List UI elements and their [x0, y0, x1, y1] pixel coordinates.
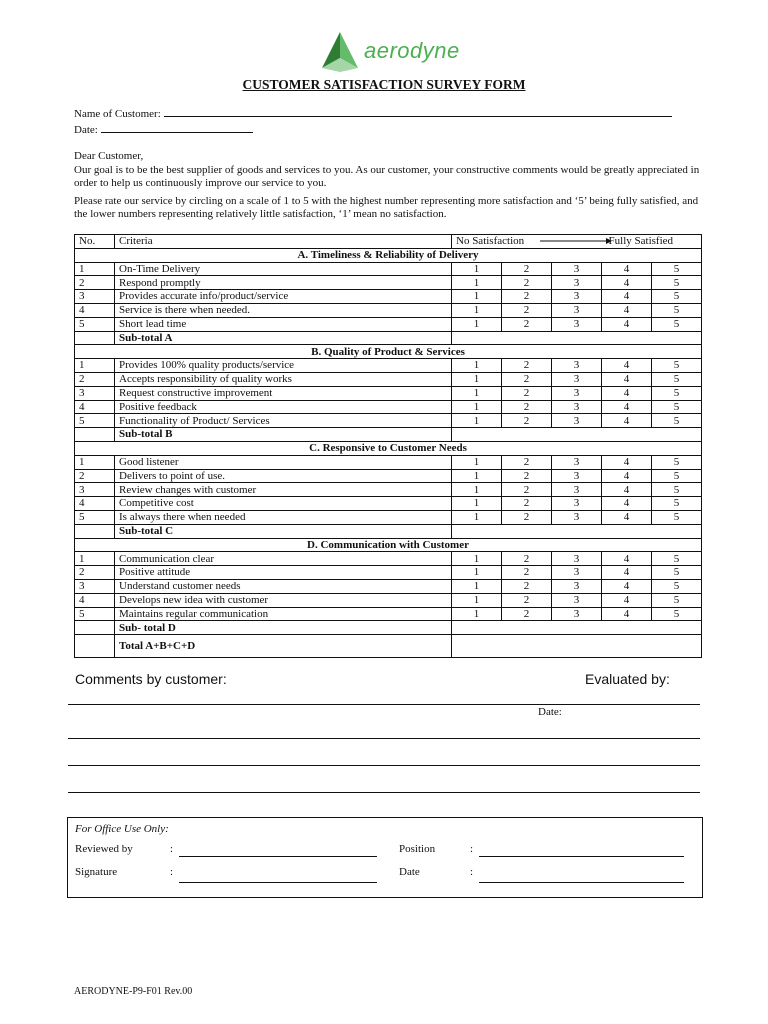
section-title: A. Timeliness & Reliability of Delivery: [75, 248, 702, 262]
criteria-label: Functionality of Product/ Services: [115, 414, 452, 428]
criteria-row: [75, 303, 702, 317]
position-label: Position: [399, 843, 436, 855]
rating-option-4[interactable]: 4: [602, 593, 652, 607]
criteria-row: [75, 359, 702, 373]
rating-option-2[interactable]: 2: [502, 303, 552, 317]
signature-label: Signature: [75, 866, 118, 878]
logo-text: aerodyne: [364, 38, 460, 63]
criteria-row: [75, 497, 702, 511]
criteria-number: 5: [75, 607, 115, 621]
criteria-number: 4: [75, 593, 115, 607]
criteria-label: Request constructive improvement: [115, 386, 452, 400]
criteria-row: [75, 579, 702, 593]
criteria-label: Positive attitude: [115, 566, 452, 580]
criteria-row: [75, 372, 702, 386]
rating-option-2[interactable]: 2: [502, 372, 552, 386]
criteria-number: 4: [75, 400, 115, 414]
rating-option-2[interactable]: 2: [502, 593, 552, 607]
rating-option-3[interactable]: 3: [552, 317, 602, 331]
rating-option-1[interactable]: 1: [452, 593, 502, 607]
comment-line-3[interactable]: [68, 765, 700, 766]
rating-option-2[interactable]: 2: [502, 414, 552, 428]
criteria-label: Is always there when needed: [115, 510, 452, 524]
rating-option-4[interactable]: 4: [602, 276, 652, 290]
criteria-label: Accepts responsibility of quality works: [115, 372, 452, 386]
criteria-number: 5: [75, 317, 115, 331]
signature-colon: :: [170, 866, 174, 878]
subtotal-spacer: [75, 331, 115, 345]
criteria-row: [75, 290, 702, 304]
rating-option-4[interactable]: 4: [602, 359, 652, 373]
rating-option-4[interactable]: 4: [602, 566, 652, 580]
instructions-paragraph: Please rate our service by circling on a scale of 1 to 5 with the highest number representing more satisfaction and ‘5’ being fully satisfied, and the lower numbers representing relatively little satisfaction, ‘1’ mean no satisfaction.: [74, 194, 699, 220]
section-title: D. Communication with Customer: [75, 538, 702, 552]
rating-option-5[interactable]: 5: [652, 552, 702, 566]
rating-option-5[interactable]: 5: [652, 607, 702, 621]
header-no-satisfaction: No Satisfaction: [456, 235, 525, 248]
rating-option-5[interactable]: 5: [652, 290, 702, 304]
salutation: Dear Customer,: [74, 150, 144, 162]
rating-option-5[interactable]: 5: [652, 386, 702, 400]
rating-option-4[interactable]: 4: [602, 469, 652, 483]
rating-option-2[interactable]: 2: [502, 317, 552, 331]
rating-option-3[interactable]: 3: [552, 400, 602, 414]
rating-option-3[interactable]: 3: [552, 455, 602, 469]
customer-name-line[interactable]: [164, 105, 672, 117]
rating-option-4[interactable]: 4: [602, 579, 652, 593]
total-row: [75, 635, 702, 658]
rating-option-4[interactable]: 4: [602, 607, 652, 621]
rating-option-4[interactable]: 4: [602, 290, 652, 304]
date-label: Date:: [74, 124, 98, 136]
criteria-label: Communication clear: [115, 552, 452, 566]
criteria-number: 2: [75, 276, 115, 290]
rating-option-3[interactable]: 3: [552, 386, 602, 400]
rating-option-5[interactable]: 5: [652, 510, 702, 524]
criteria-row: [75, 607, 702, 621]
subtotal-label: Sub-total A: [115, 331, 452, 345]
section-header-row: [75, 345, 702, 359]
criteria-label: Provides 100% quality products/service: [115, 359, 452, 373]
rating-option-2[interactable]: 2: [502, 552, 552, 566]
rating-option-2[interactable]: 2: [502, 510, 552, 524]
rating-option-2[interactable]: 2: [502, 400, 552, 414]
rating-option-4[interactable]: 4: [602, 303, 652, 317]
comment-line-2[interactable]: [68, 738, 700, 739]
comments-row: [75, 671, 675, 687]
criteria-number: 3: [75, 290, 115, 304]
rating-option-1[interactable]: 1: [452, 400, 502, 414]
criteria-row: [75, 593, 702, 607]
rating-option-3[interactable]: 3: [552, 552, 602, 566]
criteria-label: Respond promptly: [115, 276, 452, 290]
rating-option-2[interactable]: 2: [502, 483, 552, 497]
rating-option-1[interactable]: 1: [452, 276, 502, 290]
reviewed-by-label: Reviewed by: [75, 843, 133, 855]
rating-option-5[interactable]: 5: [652, 359, 702, 373]
criteria-number: 2: [75, 372, 115, 386]
rating-option-2[interactable]: 2: [502, 455, 552, 469]
rating-option-3[interactable]: 3: [552, 483, 602, 497]
rating-option-4[interactable]: 4: [602, 400, 652, 414]
subtotal-spacer: [75, 621, 115, 635]
rating-option-5[interactable]: 5: [652, 483, 702, 497]
criteria-label: Positive feedback: [115, 400, 452, 414]
rating-option-3[interactable]: 3: [552, 359, 602, 373]
subtotal-label: Sub-total B: [115, 428, 452, 442]
rating-option-1[interactable]: 1: [452, 262, 502, 276]
criteria-row: [75, 276, 702, 290]
header-criteria: Criteria: [115, 235, 452, 249]
criteria-number: 1: [75, 455, 115, 469]
rating-option-1[interactable]: 1: [452, 579, 502, 593]
criteria-row: [75, 483, 702, 497]
section-header-row: [75, 441, 702, 455]
rating-option-4[interactable]: 4: [602, 372, 652, 386]
customer-name-field[interactable]: [74, 105, 672, 120]
rating-option-4[interactable]: 4: [602, 497, 652, 511]
rating-option-4[interactable]: 4: [602, 317, 652, 331]
criteria-label: Delivers to point of use.: [115, 469, 452, 483]
office-date-colon: :: [470, 866, 474, 878]
rating-option-3[interactable]: 3: [552, 372, 602, 386]
rating-option-5[interactable]: 5: [652, 303, 702, 317]
office-date-label: Date: [399, 866, 420, 878]
rating-option-5[interactable]: 5: [652, 593, 702, 607]
reviewed-by-colon: :: [170, 843, 174, 855]
section-header-row: [75, 248, 702, 262]
rating-option-4[interactable]: 4: [602, 414, 652, 428]
criteria-number: 3: [75, 483, 115, 497]
criteria-number: 1: [75, 552, 115, 566]
office-use-heading: For Office Use Only:: [75, 823, 169, 835]
criteria-number: 5: [75, 510, 115, 524]
rating-option-3[interactable]: 3: [552, 290, 602, 304]
subtotal-label: Sub-total C: [115, 524, 452, 538]
rating-option-4[interactable]: 4: [602, 455, 652, 469]
criteria-label: Short lead time: [115, 317, 452, 331]
rating-option-1[interactable]: 1: [452, 510, 502, 524]
form-title: CUSTOMER SATISFACTION SURVEY FORM: [242, 77, 526, 92]
subtotal-value-cell[interactable]: [452, 428, 702, 442]
rating-option-3[interactable]: 3: [552, 303, 602, 317]
criteria-number: 1: [75, 359, 115, 373]
arrow-right-icon: [540, 237, 612, 245]
criteria-row: [75, 262, 702, 276]
criteria-number: 1: [75, 262, 115, 276]
customer-name-label: Name of Customer:: [74, 108, 161, 120]
criteria-label: Understand customer needs: [115, 579, 452, 593]
rating-option-3[interactable]: 3: [552, 262, 602, 276]
evaluated-by-label: Evaluated by:: [585, 671, 670, 687]
criteria-row: [75, 469, 702, 483]
logo-mark-icon: [318, 30, 362, 74]
comment-line-1[interactable]: [68, 704, 700, 705]
rating-option-2[interactable]: 2: [502, 386, 552, 400]
rating-option-1[interactable]: 1: [452, 497, 502, 511]
rating-option-5[interactable]: 5: [652, 455, 702, 469]
total-spacer: [75, 635, 115, 658]
criteria-number: 3: [75, 579, 115, 593]
rating-option-1[interactable]: 1: [452, 372, 502, 386]
comments-label: Comments by customer:: [75, 671, 227, 687]
criteria-number: 4: [75, 303, 115, 317]
rating-option-5[interactable]: 5: [652, 400, 702, 414]
rating-option-2[interactable]: 2: [502, 359, 552, 373]
criteria-row: [75, 455, 702, 469]
rating-option-2[interactable]: 2: [502, 566, 552, 580]
criteria-label: Maintains regular communication: [115, 607, 452, 621]
criteria-row: [75, 386, 702, 400]
rating-option-2[interactable]: 2: [502, 262, 552, 276]
criteria-row: [75, 400, 702, 414]
header-no: No.: [75, 235, 115, 249]
rating-option-1[interactable]: 1: [452, 414, 502, 428]
section-title: B. Quality of Product & Services: [75, 345, 702, 359]
form-code: AERODYNE-P9-F01 Rev.00: [74, 986, 193, 997]
criteria-number: 4: [75, 497, 115, 511]
rating-option-1[interactable]: 1: [452, 483, 502, 497]
section-title: C. Responsive to Customer Needs: [75, 441, 702, 455]
subtotal-row: [75, 621, 702, 635]
rating-option-3[interactable]: 3: [552, 469, 602, 483]
criteria-number: 2: [75, 469, 115, 483]
date-field[interactable]: [74, 121, 253, 136]
subtotal-value-cell[interactable]: [452, 621, 702, 635]
rating-option-4[interactable]: 4: [602, 510, 652, 524]
rating-option-3[interactable]: 3: [552, 579, 602, 593]
subtotal-spacer: [75, 428, 115, 442]
rating-option-5[interactable]: 5: [652, 497, 702, 511]
table-header-row: [75, 235, 702, 249]
rating-option-5[interactable]: 5: [652, 372, 702, 386]
rating-option-1[interactable]: 1: [452, 359, 502, 373]
rating-option-2[interactable]: 2: [502, 497, 552, 511]
position-line[interactable]: [479, 856, 684, 857]
criteria-number: 3: [75, 386, 115, 400]
evaluation-date-label: Date:: [538, 706, 562, 718]
total-label: Total A+B+C+D: [115, 635, 452, 658]
header-fully-satisfied: Fully Satisfied: [608, 235, 674, 248]
comment-line-4[interactable]: [68, 792, 700, 793]
criteria-label: Develops new idea with customer: [115, 593, 452, 607]
subtotal-value-cell[interactable]: [452, 524, 702, 538]
header-scale: [452, 235, 702, 249]
rating-option-1[interactable]: 1: [452, 552, 502, 566]
rating-option-2[interactable]: 2: [502, 290, 552, 304]
rating-option-1[interactable]: 1: [452, 469, 502, 483]
intro-letter: [74, 150, 702, 222]
signature-line[interactable]: [179, 882, 377, 883]
rating-option-4[interactable]: 4: [602, 386, 652, 400]
survey-table: [74, 234, 702, 658]
criteria-label: Service is there when needed.: [115, 303, 452, 317]
subtotal-row: [75, 331, 702, 345]
rating-option-5[interactable]: 5: [652, 469, 702, 483]
rating-option-1[interactable]: 1: [452, 566, 502, 580]
criteria-row: [75, 510, 702, 524]
rating-option-5[interactable]: 5: [652, 579, 702, 593]
criteria-row: [75, 317, 702, 331]
criteria-label: Good listener: [115, 455, 452, 469]
office-date-line[interactable]: [479, 882, 684, 883]
reviewed-by-line[interactable]: [179, 856, 377, 857]
criteria-label: Provides accurate info/product/service: [115, 290, 452, 304]
rating-option-5[interactable]: 5: [652, 566, 702, 580]
intro-paragraph: Our goal is to be the best supplier of goods and services to you. As our customer, your constructive comments would be greatly appreciated in order to help us continuously improve our service to you.: [74, 163, 700, 189]
criteria-label: On-Time Delivery: [115, 262, 452, 276]
rating-option-3[interactable]: 3: [552, 276, 602, 290]
rating-option-3[interactable]: 3: [552, 566, 602, 580]
subtotal-row: [75, 524, 702, 538]
subtotal-row: [75, 428, 702, 442]
rating-option-2[interactable]: 2: [502, 607, 552, 621]
criteria-label: Competitive cost: [115, 497, 452, 511]
rating-option-1[interactable]: 1: [452, 317, 502, 331]
criteria-number: 2: [75, 566, 115, 580]
subtotal-spacer: [75, 524, 115, 538]
total-value-cell[interactable]: [452, 635, 702, 658]
office-use-box: [67, 817, 703, 898]
rating-option-1[interactable]: 1: [452, 607, 502, 621]
criteria-number: 5: [75, 414, 115, 428]
subtotal-value-cell[interactable]: [452, 331, 702, 345]
section-header-row: [75, 538, 702, 552]
rating-option-1[interactable]: 1: [452, 303, 502, 317]
position-colon: :: [470, 843, 474, 855]
subtotal-label: Sub- total D: [115, 621, 452, 635]
rating-option-5[interactable]: 5: [652, 276, 702, 290]
criteria-row: [75, 566, 702, 580]
rating-option-1[interactable]: 1: [452, 386, 502, 400]
rating-option-3[interactable]: 3: [552, 510, 602, 524]
aerodyne-logo: [318, 30, 528, 74]
rating-option-5[interactable]: 5: [652, 317, 702, 331]
rating-option-3[interactable]: 3: [552, 497, 602, 511]
criteria-label: Review changes with customer: [115, 483, 452, 497]
rating-option-2[interactable]: 2: [502, 469, 552, 483]
criteria-row: [75, 414, 702, 428]
rating-option-4[interactable]: 4: [602, 483, 652, 497]
rating-option-4[interactable]: 4: [602, 262, 652, 276]
rating-option-3[interactable]: 3: [552, 414, 602, 428]
rating-option-3[interactable]: 3: [552, 607, 602, 621]
rating-option-5[interactable]: 5: [652, 414, 702, 428]
rating-option-1[interactable]: 1: [452, 455, 502, 469]
rating-option-3[interactable]: 3: [552, 593, 602, 607]
rating-option-5[interactable]: 5: [652, 262, 702, 276]
rating-option-2[interactable]: 2: [502, 579, 552, 593]
rating-option-1[interactable]: 1: [452, 290, 502, 304]
date-line[interactable]: [101, 121, 253, 133]
criteria-row: [75, 552, 702, 566]
rating-option-2[interactable]: 2: [502, 276, 552, 290]
rating-option-4[interactable]: 4: [602, 552, 652, 566]
